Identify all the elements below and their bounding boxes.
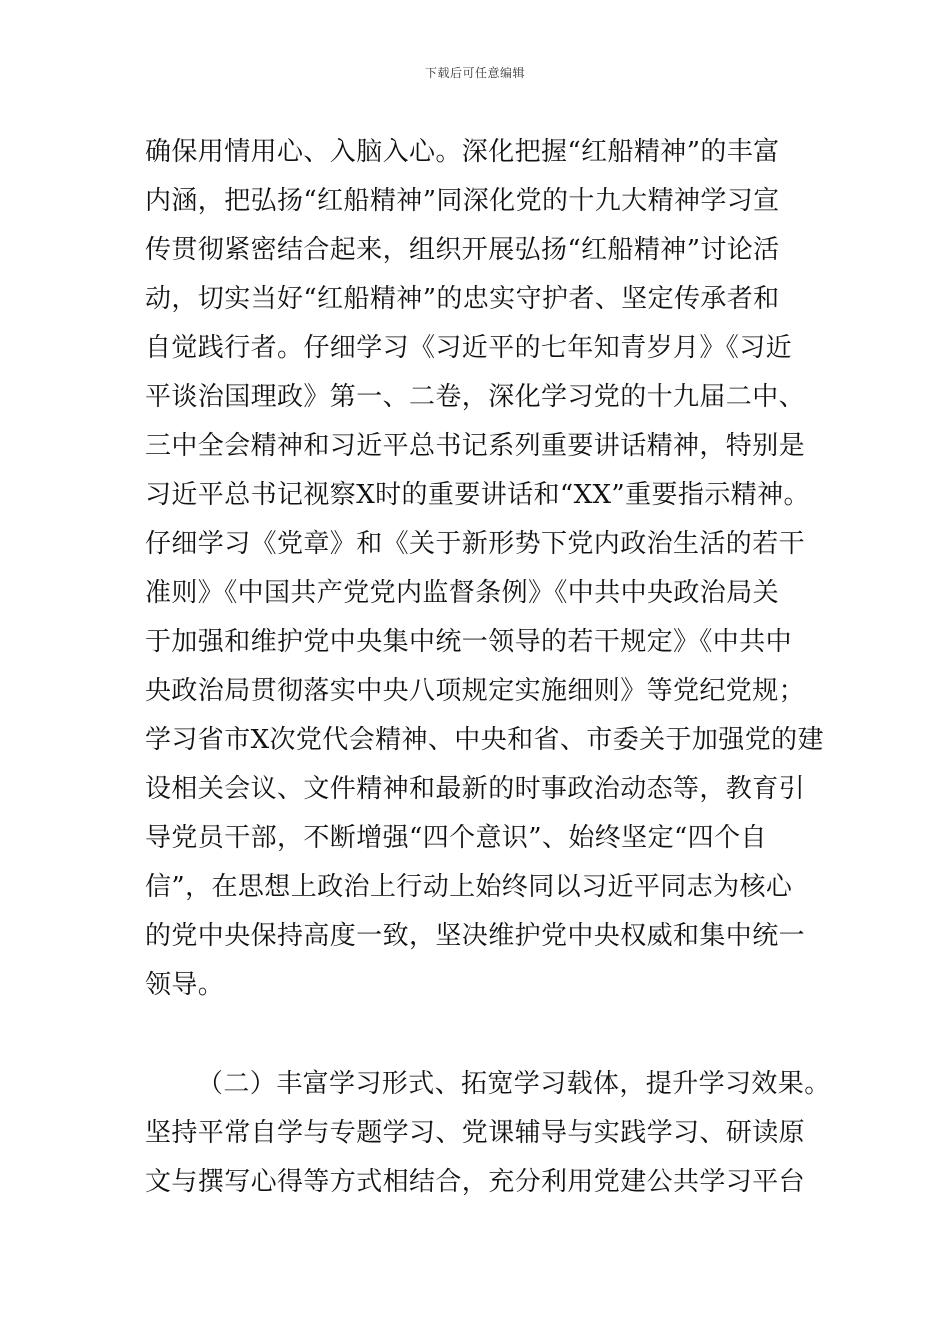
text-line: 于加强和维护党中央集中统一领导的若干规定》《中共中 — [145, 627, 793, 657]
text-line: 央政治局贯彻落实中央八项规定实施细则》等党纪党规； — [145, 676, 806, 706]
text-line: 三中全会精神和习近平总书记系列重要讲话精神，特别是 — [145, 431, 806, 461]
section-heading-line: （二）丰富学习形式、拓宽学习载体，提升学习效果。 — [197, 1069, 831, 1099]
text-line: 准则》《中国共产党党内监督条例》《中共中央政治局关 — [145, 578, 780, 608]
text-line: 领导。 — [145, 970, 225, 1000]
document-body — [145, 128, 831, 1207]
text-line: 习近平总书记视察X时的重要讲话和“XX”重要指示精神。 — [145, 480, 810, 510]
text-line: 导党员干部，不断增强“四个意识”、始终坚定“四个自 — [145, 823, 767, 853]
text-line: 自觉践行者。仔细学习《习近平的七年知青岁月》《习近 — [145, 333, 793, 363]
text-line: 坚持平常自学与专题学习、党课辅导与实践学习、研读原 — [145, 1118, 806, 1148]
text-line: 确保用情用心、入脑入心。深化把握“红船精神”的丰富 — [145, 137, 780, 167]
text-line: 设相关会议、文件精神和最新的时事政治动态等，教育引 — [145, 774, 806, 804]
text-line: 平谈治国理政》第一、二卷，深化学习党的十九届二中、 — [145, 382, 806, 412]
page-header: 下载后可任意编辑 — [424, 66, 525, 80]
paragraph-1 — [145, 128, 825, 1010]
text-line: 内涵，把弘扬“红船精神”同深化党的十九大精神学习宣 — [145, 186, 780, 216]
text-line: 信”，在思想上政治上行动上始终同以习近平同志为核心 — [145, 872, 793, 902]
text-line: 动，切实当好“红船精神”的忠实守护者、坚定传承者和 — [145, 284, 780, 314]
text-line: 的党中央保持高度一致，坚决维护党中央权威和集中统一 — [145, 921, 806, 951]
paragraph-gap — [145, 1010, 825, 1060]
paragraph-2 — [145, 1060, 831, 1207]
text-line: 传贯彻紧密结合起来，组织开展弘扬“红船精神”讨论活 — [145, 235, 780, 265]
text-line: 学习省市X次党代会精神、中央和省、市委关于加强党的建 — [145, 725, 824, 755]
text-line: 文与撰写心得等方式相结合，充分利用党建公共学习平台 — [145, 1167, 806, 1197]
text-line: 仔细学习《党章》和《关于新形势下党内政治生活的若干 — [145, 529, 806, 559]
